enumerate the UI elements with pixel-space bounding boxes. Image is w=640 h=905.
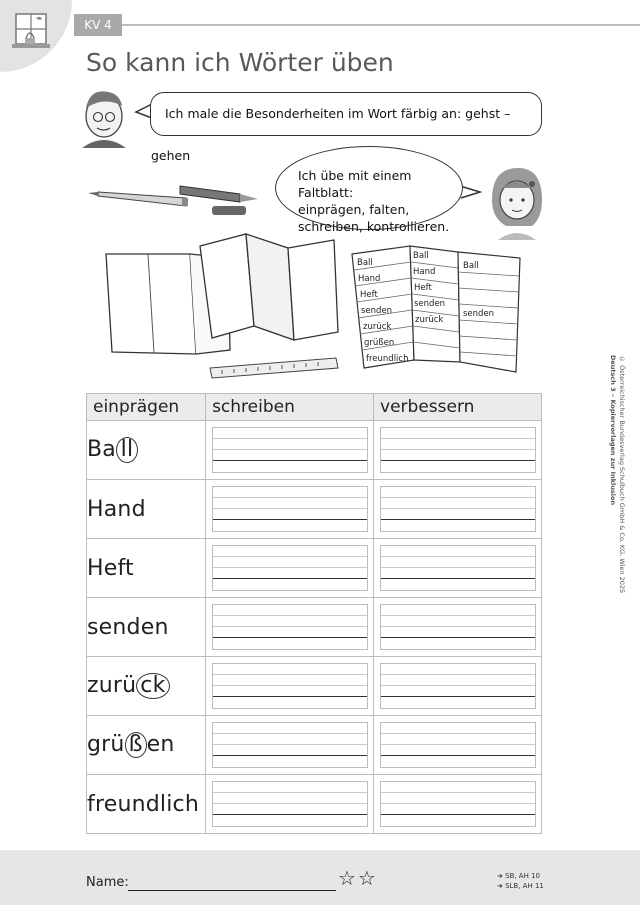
writing-lines[interactable] [212,545,368,591]
write-cell[interactable] [206,421,374,480]
speech-line: schreiben, kontrollieren. [298,219,450,234]
sheet-word: senden [414,299,446,309]
writing-lines[interactable] [212,486,368,532]
girl-figure [492,168,542,240]
writing-lines[interactable] [380,781,536,827]
speech-bubble-girl [275,146,463,234]
star-rating-icon[interactable]: ☆☆ [338,866,378,890]
correct-cell[interactable] [374,716,542,775]
table-row [87,539,542,598]
practice-word: Heft [87,539,206,598]
writing-lines[interactable] [212,427,368,473]
table-row [87,716,542,775]
speech-line: Ich übe mit einem Faltblatt: [298,168,412,200]
write-cell[interactable] [206,480,374,539]
correct-cell[interactable] [374,421,542,480]
practice-table [86,393,542,834]
writing-lines[interactable] [380,722,536,768]
sheet-word: Hand [413,267,436,277]
sheet-word: Ball [413,251,429,261]
write-cell[interactable] [206,716,374,775]
writing-lines[interactable] [380,663,536,709]
highlight-circle: ß [125,732,147,758]
writing-lines[interactable] [380,545,536,591]
ruler-icon [210,358,338,378]
header-einpraegen: einprägen [87,394,206,421]
write-cell[interactable] [206,775,374,834]
footer [0,850,640,905]
writing-lines[interactable] [380,427,536,473]
write-cell[interactable] [206,598,374,657]
writing-lines[interactable] [212,781,368,827]
header-schreiben: schreiben [206,394,374,421]
highlight-circle: ck [136,673,169,699]
sheet-word: Heft [360,290,378,300]
correct-cell[interactable] [374,480,542,539]
sheet-word: Heft [414,283,432,293]
worksheet-tab: KV 4 [74,14,122,36]
correct-cell[interactable] [374,539,542,598]
table-row [87,480,542,539]
speech-line: einprägen, falten, [298,202,410,217]
page-title: So kann ich Wörter üben [86,48,394,77]
table-row [87,421,542,480]
reference-item: ➜ SB, AH 10 [497,872,540,880]
correct-cell[interactable] [374,598,542,657]
references [497,871,544,891]
name-input-line[interactable] [128,890,336,891]
sheet-word: senden [463,309,495,319]
writing-lines[interactable] [212,663,368,709]
copyright-note [608,355,626,593]
sheet-word: grüßen [364,338,395,348]
sheet-word: Ball [357,258,373,268]
copyright-text: © Österreichischer Bundesverlag Schulbuch GmbH & Co. KG, Wien 2025 [618,355,626,594]
sheet-word: zurück [415,315,444,325]
practice-word: freundlich [87,775,206,834]
write-cell[interactable] [206,539,374,598]
correct-cell[interactable] [374,775,542,834]
sheet-word: zurück [363,322,392,332]
practice-word: Hand [87,480,206,539]
practice-word: grü ß en [87,716,206,775]
sheet-word: Hand [358,274,381,284]
writing-lines[interactable] [212,604,368,650]
pen-icon [180,186,258,215]
table-row [87,598,542,657]
practice-word: senden [87,598,206,657]
writing-lines[interactable] [212,722,368,768]
table-row [87,657,542,716]
series-text: Deutsch 3 – Kopiervorlagen zur Inklusion [609,355,617,506]
table-row [87,775,542,834]
sheet-word: senden [361,306,393,316]
highlight-circle: ll [116,437,138,463]
speech-bubble-boy: Ich male die Besonderheiten im Wort färbig an: gehst – gehen [150,92,542,136]
folded-sheet-zigzag [200,234,338,340]
pencil-icon [88,192,188,206]
name-label: Name: [86,875,129,890]
word-practice-sheet [352,246,520,372]
write-cell[interactable] [206,657,374,716]
header-verbessern: verbessern [374,394,542,421]
reference-item: ➜ SLB, AH 11 [497,882,544,890]
writing-lines[interactable] [380,604,536,650]
table-header-row [87,394,542,421]
sheet-word: freundlich [366,354,409,364]
sheet-word: Ball [463,261,479,271]
boy-figure [82,91,126,148]
practice-word: Ba ll [87,421,206,480]
writing-lines[interactable] [380,486,536,532]
correct-cell[interactable] [374,657,542,716]
practice-word: zurü ck [87,657,206,716]
